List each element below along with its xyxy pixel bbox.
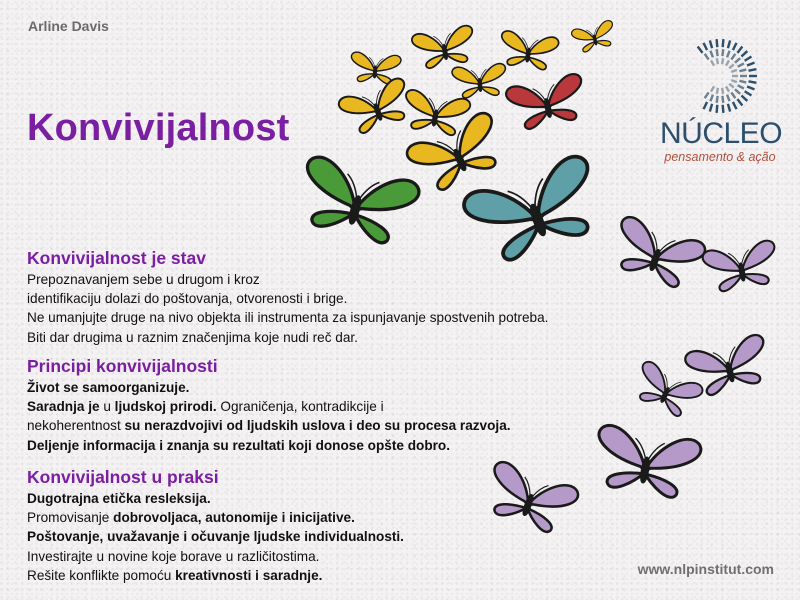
section-heading: Principi konvivijalnosti	[27, 356, 218, 376]
butterfly-yellow-7	[401, 89, 472, 138]
text-line	[27, 489, 627, 508]
text-line	[27, 378, 627, 397]
text-run: Ne umanjujte druge na nivo objekta ili instrumenta za ispunjavanje spostvenih potreba.	[27, 310, 549, 326]
bold-text: kreativnosti i saradnje.	[175, 567, 323, 583]
butterfly-yellow-3	[571, 20, 618, 55]
bold-text: dobrovoljaca, autonomije i inicijative.	[113, 510, 355, 526]
butterfly-yellow-2	[498, 30, 559, 71]
text-line	[27, 566, 627, 585]
butterfly-yellow-1	[411, 25, 477, 71]
text-line	[27, 289, 627, 308]
section-lines	[27, 270, 627, 347]
bold-text: ljudskoj prirodi.	[114, 399, 217, 415]
bold-text: Saradnja je	[27, 399, 100, 415]
section-heading: Konvivijalnost u praksi	[27, 467, 219, 487]
text-line	[27, 308, 627, 327]
text-line	[27, 508, 627, 527]
author-name: Arline Davis	[28, 18, 109, 34]
section-stav	[27, 248, 627, 347]
text-line	[27, 527, 627, 546]
text-run: nekoherentnost	[27, 418, 125, 434]
text-run: Investirajte u novine koje borave u različitostima.	[27, 548, 320, 564]
text-run: Promovisanje	[27, 510, 114, 526]
bold-text: Život se samoorganizuje.	[27, 380, 190, 395]
text-line	[27, 436, 627, 455]
logo-subtitle: pensamento & ação	[664, 150, 776, 164]
page-title: Konvivijalnost	[27, 107, 290, 149]
logo-name: NÚCLEO	[660, 117, 783, 150]
butterfly-red	[505, 73, 589, 133]
bold-text: Poštovanje, uvažavanje i očuvanje ljudske individualnosti.	[27, 529, 404, 545]
website-url: www.nlpinstitut.com	[637, 561, 774, 577]
butterfly-yellow-6	[337, 76, 415, 137]
text-run: u	[99, 399, 115, 415]
text-run: Biti dar drugima u raznim značenjima koje nudi reč dar.	[27, 329, 358, 345]
text-run: Prepoznavanjem sebe u drugom i kroz	[27, 272, 260, 287]
text-line	[27, 397, 627, 416]
butterfly-lilac-2	[702, 239, 781, 293]
bold-text: su nerazdvojivi od ljudskih uslova i deo su procesa razvoja.	[124, 418, 511, 434]
butterfly-yellow-5	[452, 63, 508, 99]
text-run: Rešite konflikte pomoću	[27, 567, 176, 583]
section-lines	[27, 489, 627, 585]
text-run: identifikaciju dolazi do poštovanja, otvorenosti i brige.	[27, 291, 348, 307]
section-lines	[27, 378, 627, 455]
text-line	[27, 416, 627, 435]
text-run: Ograničenja, kontradikcije i	[216, 399, 384, 415]
section-praksa	[27, 467, 627, 585]
bold-text: Deljenje informacija i znanja su rezultati koji donose opšte dobro.	[27, 437, 450, 453]
butterfly-green	[293, 154, 421, 249]
section-principi	[27, 356, 627, 455]
bold-text: Dugotrajna etička resleksija.	[27, 491, 211, 506]
text-line	[27, 547, 627, 566]
text-line	[27, 328, 627, 347]
text-line	[27, 270, 627, 289]
section-heading: Konvivijalnost je stav	[27, 248, 206, 268]
